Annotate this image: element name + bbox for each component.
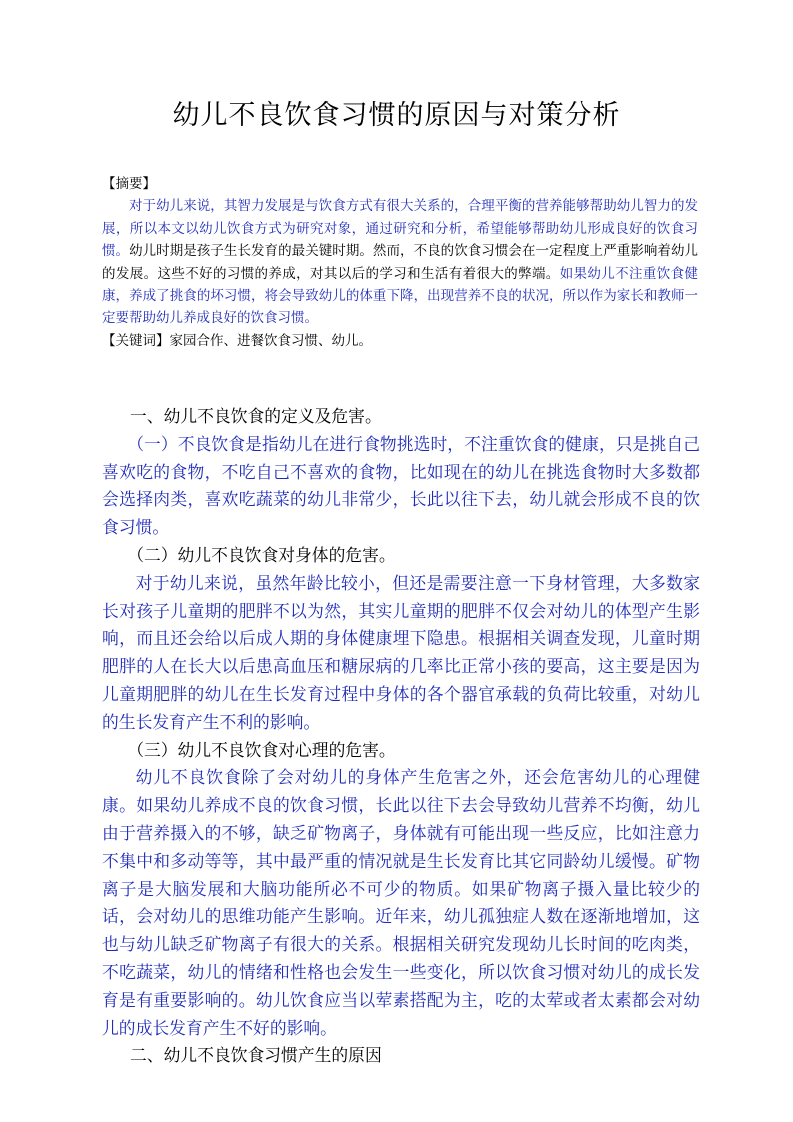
keywords-line: 【关键词】家园合作、进餐饮食习惯、幼儿。 bbox=[102, 332, 372, 349]
abstract-text-blue-1: 对于幼儿来说，其智力发展是与饮食方式有很大关系的，合理平衡的营养能够帮助幼儿智力的发展，所以本文以幼儿饮食方式为研究对象，通过研究和分析，希望能够帮助幼儿形成良好的饮食习惯。 bbox=[102, 198, 698, 260]
abstract-block bbox=[102, 173, 698, 352]
abstract-text-blue-2: 如果幼儿不注重饮食健康，养成了挑食的坏习惯，将会导致幼儿的体重下降，出现营养不良的状况，所以作为家长和教师一定要帮助幼儿养成良好的饮食习惯。 bbox=[102, 265, 699, 327]
section1-sub3-heading: （三）幼儿不良饮食对心理的危害。 bbox=[127, 739, 396, 760]
section2-heading: 二、幼儿不良饮食习惯产生的原因 bbox=[130, 1045, 382, 1066]
abstract-text-black: 幼儿时期是孩子生长发育的最关键时期。然而，不良的饮食习惯会在一定程度上严重影响着幼儿的发展。这些不好的习惯的养成，对其以后的学习和生活有着很大的弊端。 bbox=[102, 243, 698, 282]
section1-sub1-label: （一） bbox=[127, 433, 178, 454]
section1-sub3-text: 幼儿不良饮食除了会对幼儿的身体产生危害之外，还会危害幼儿的心理健康。如果幼儿养成不良的饮食习惯，长此以往下去会导致幼儿营养不均衡，幼儿由于营养摄入的不够，缺乏矿物离子，身体就有可能出现一些反应，比如注意力不集中和多动等等，其中最严重的情况就是生长发育比其它同龄幼儿缓慢。矿物离子是大脑发展和大脑功能所必不可少的物质。如果矿物离子摄入量比较少的话，会对幼儿的思维功能产生影响。近年来，幼儿孤独症人数在逐渐地增加，这也与幼儿缺乏矿物离子有很大的关系。根据相关研究发现幼儿长时间的吃肉类，不吃蔬菜，幼儿的情绪和性格也会发生一些变化，所以饮食习惯对幼儿的成长发育是有重要影响的。幼儿饮食应当以荤素搭配为主，吃的太荤或者太素都会对幼儿的成长发育产生不好的影响。 bbox=[102, 767, 700, 1038]
main-body bbox=[102, 403, 700, 1070]
section1-sub1-paragraph bbox=[102, 431, 700, 542]
section1-sub2-heading: （二）幼儿不良饮食对身体的危害。 bbox=[127, 544, 396, 565]
abstract-label: 【摘要】 bbox=[102, 176, 156, 192]
section1-heading: 一、幼儿不良饮食的定义及危害。 bbox=[130, 406, 382, 426]
section1-sub1-text: 不良饮食是指幼儿在进行食物挑选时，不注重饮食的健康，只是挑自己喜欢吃的食物，不吃自己不喜欢的食物，比如现在的幼儿在挑选食物时大多数都会选择肉类，喜欢吃蔬菜的幼儿非常少，长此以往下去，幼儿就会形成不良的饮食习惯。 bbox=[102, 433, 700, 538]
document-title: 幼儿不良饮食习惯的原因与对策分析 bbox=[172, 100, 621, 131]
section1-sub2-text: 对于幼儿来说，虽然年龄比较小，但还是需要注意一下身材管理，大多数家长对孩子儿童期的肥胖不以为然，其实儿童期的肥胖不仅会对幼儿的体型产生影响，而且还会给以后成人期的身体健康埋下隐患。根据相关调查发现，儿童时期肥胖的人在长大以后患高血压和糖尿病的几率比正常小孩的要高，这主要是因为儿童期肥胖的幼儿在生长发育过程中身体的各个器官承载的负荷比较重，对幼儿的生长发育产生不利的影响。 bbox=[102, 572, 700, 732]
abstract-text bbox=[102, 195, 698, 329]
